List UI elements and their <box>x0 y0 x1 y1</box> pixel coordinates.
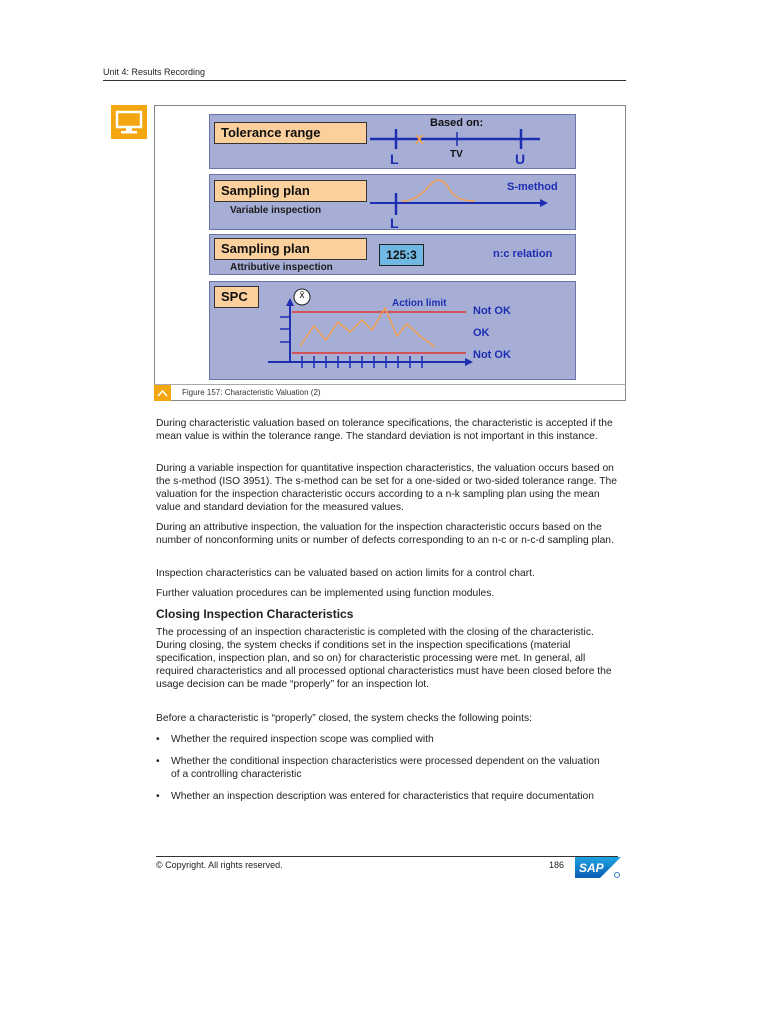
ok-label: OK <box>473 327 490 339</box>
tv-label: TV <box>450 149 463 160</box>
lower-limit-label-2: L <box>390 215 399 231</box>
not-ok-top-label: Not OK <box>473 305 511 317</box>
paragraph-function-modules: Further valuation procedures can be implemented using function modules. <box>156 588 495 599</box>
lower-limit-label: L <box>390 151 399 167</box>
paragraph-variable: During a variable inspection for quantitative inspection characteristics, the valuation occurs based on the s-method (ISO 3951). The s-method can be set for a one-sided or two-sided tolerance range. The valuation for the inspection characteristic occurs according to a n-k sampling plan using the mean value and standard deviation for the measured values. <box>156 463 617 513</box>
tolerance-marker: X <box>415 132 424 147</box>
upper-limit-label: U <box>515 151 526 167</box>
s-method-label: S-method <box>507 181 558 193</box>
spc-label: SPC <box>214 286 259 308</box>
running-header: Unit 4: Results Recording <box>103 67 206 77</box>
svg-text:SAP: SAP <box>579 861 604 875</box>
sampling-plan-attributive-panel <box>209 234 576 275</box>
variable-inspection-label: Variable inspection <box>230 205 322 216</box>
paragraph-tolerance: During characteristic valuation based on tolerance specifications, the characteristic is accepted if the mean value is within the tolerance range. The standard deviation is not important in this instance. <box>156 418 613 442</box>
nc-relation-label: n:c relation <box>493 248 553 260</box>
bullet-icon: • <box>156 756 160 767</box>
figure-caption: Figure 157: Characteristic Valuation (2) <box>182 388 321 397</box>
sap-logo-icon <box>573 855 623 880</box>
nc-value-box: 125:3 <box>379 244 424 266</box>
monitor-icon <box>111 105 147 139</box>
xbar-symbol: x̄ <box>299 290 305 301</box>
paragraph-action-limits: Inspection characteristics can be valuated based on action limits for a control chart. <box>156 568 535 579</box>
tolerance-range-panel <box>209 114 576 169</box>
sampling-plan-label-attributive: Sampling plan <box>214 238 367 260</box>
sampling-plan-variable-panel <box>209 174 576 230</box>
bullet-icon: • <box>156 734 160 745</box>
based-on-label: Based on: <box>430 117 484 129</box>
collapse-chevron-icon[interactable] <box>154 385 171 401</box>
sampling-plan-label-variable: Sampling plan <box>214 180 367 202</box>
paragraph-closing: The processing of an inspection characteristic is completed with the closing of the characteristic. During closing, the system checks if conditions set in the inspection specifications (material specification, inspection plan, and so on) for characteristic processing were met. In general, all required characteristics and all processed optional characteristics must have been closed before the usage decision can be made “properly” for an inspection lot. <box>156 627 612 690</box>
not-ok-bottom-label: Not OK <box>473 349 511 361</box>
paragraph-attributive: During an attributive inspection, the valuation for the inspection characteristic occurs based on the number of nonconforming units or number of defects corresponding to an n-c or n-c-d sampling plan. <box>156 522 614 546</box>
page-number: 186 <box>549 860 565 870</box>
bullet-icon: • <box>156 791 160 802</box>
control-chart <box>210 282 577 381</box>
copyright-notice: © Copyright. All rights reserved. <box>156 860 283 870</box>
section-heading: Closing Inspection Characteristics <box>156 607 354 621</box>
paragraph-checks: Before a characteristic is “properly” closed, the system checks the following points: <box>156 713 532 724</box>
footer-divider <box>156 856 618 857</box>
spc-panel <box>209 281 576 380</box>
attributive-inspection-label: Attributive inspection <box>230 262 333 273</box>
action-limit-label: Action limit <box>392 298 447 309</box>
header-divider <box>103 80 626 81</box>
tolerance-range-label: Tolerance range <box>214 122 367 144</box>
figure-caption-bar <box>154 384 626 401</box>
